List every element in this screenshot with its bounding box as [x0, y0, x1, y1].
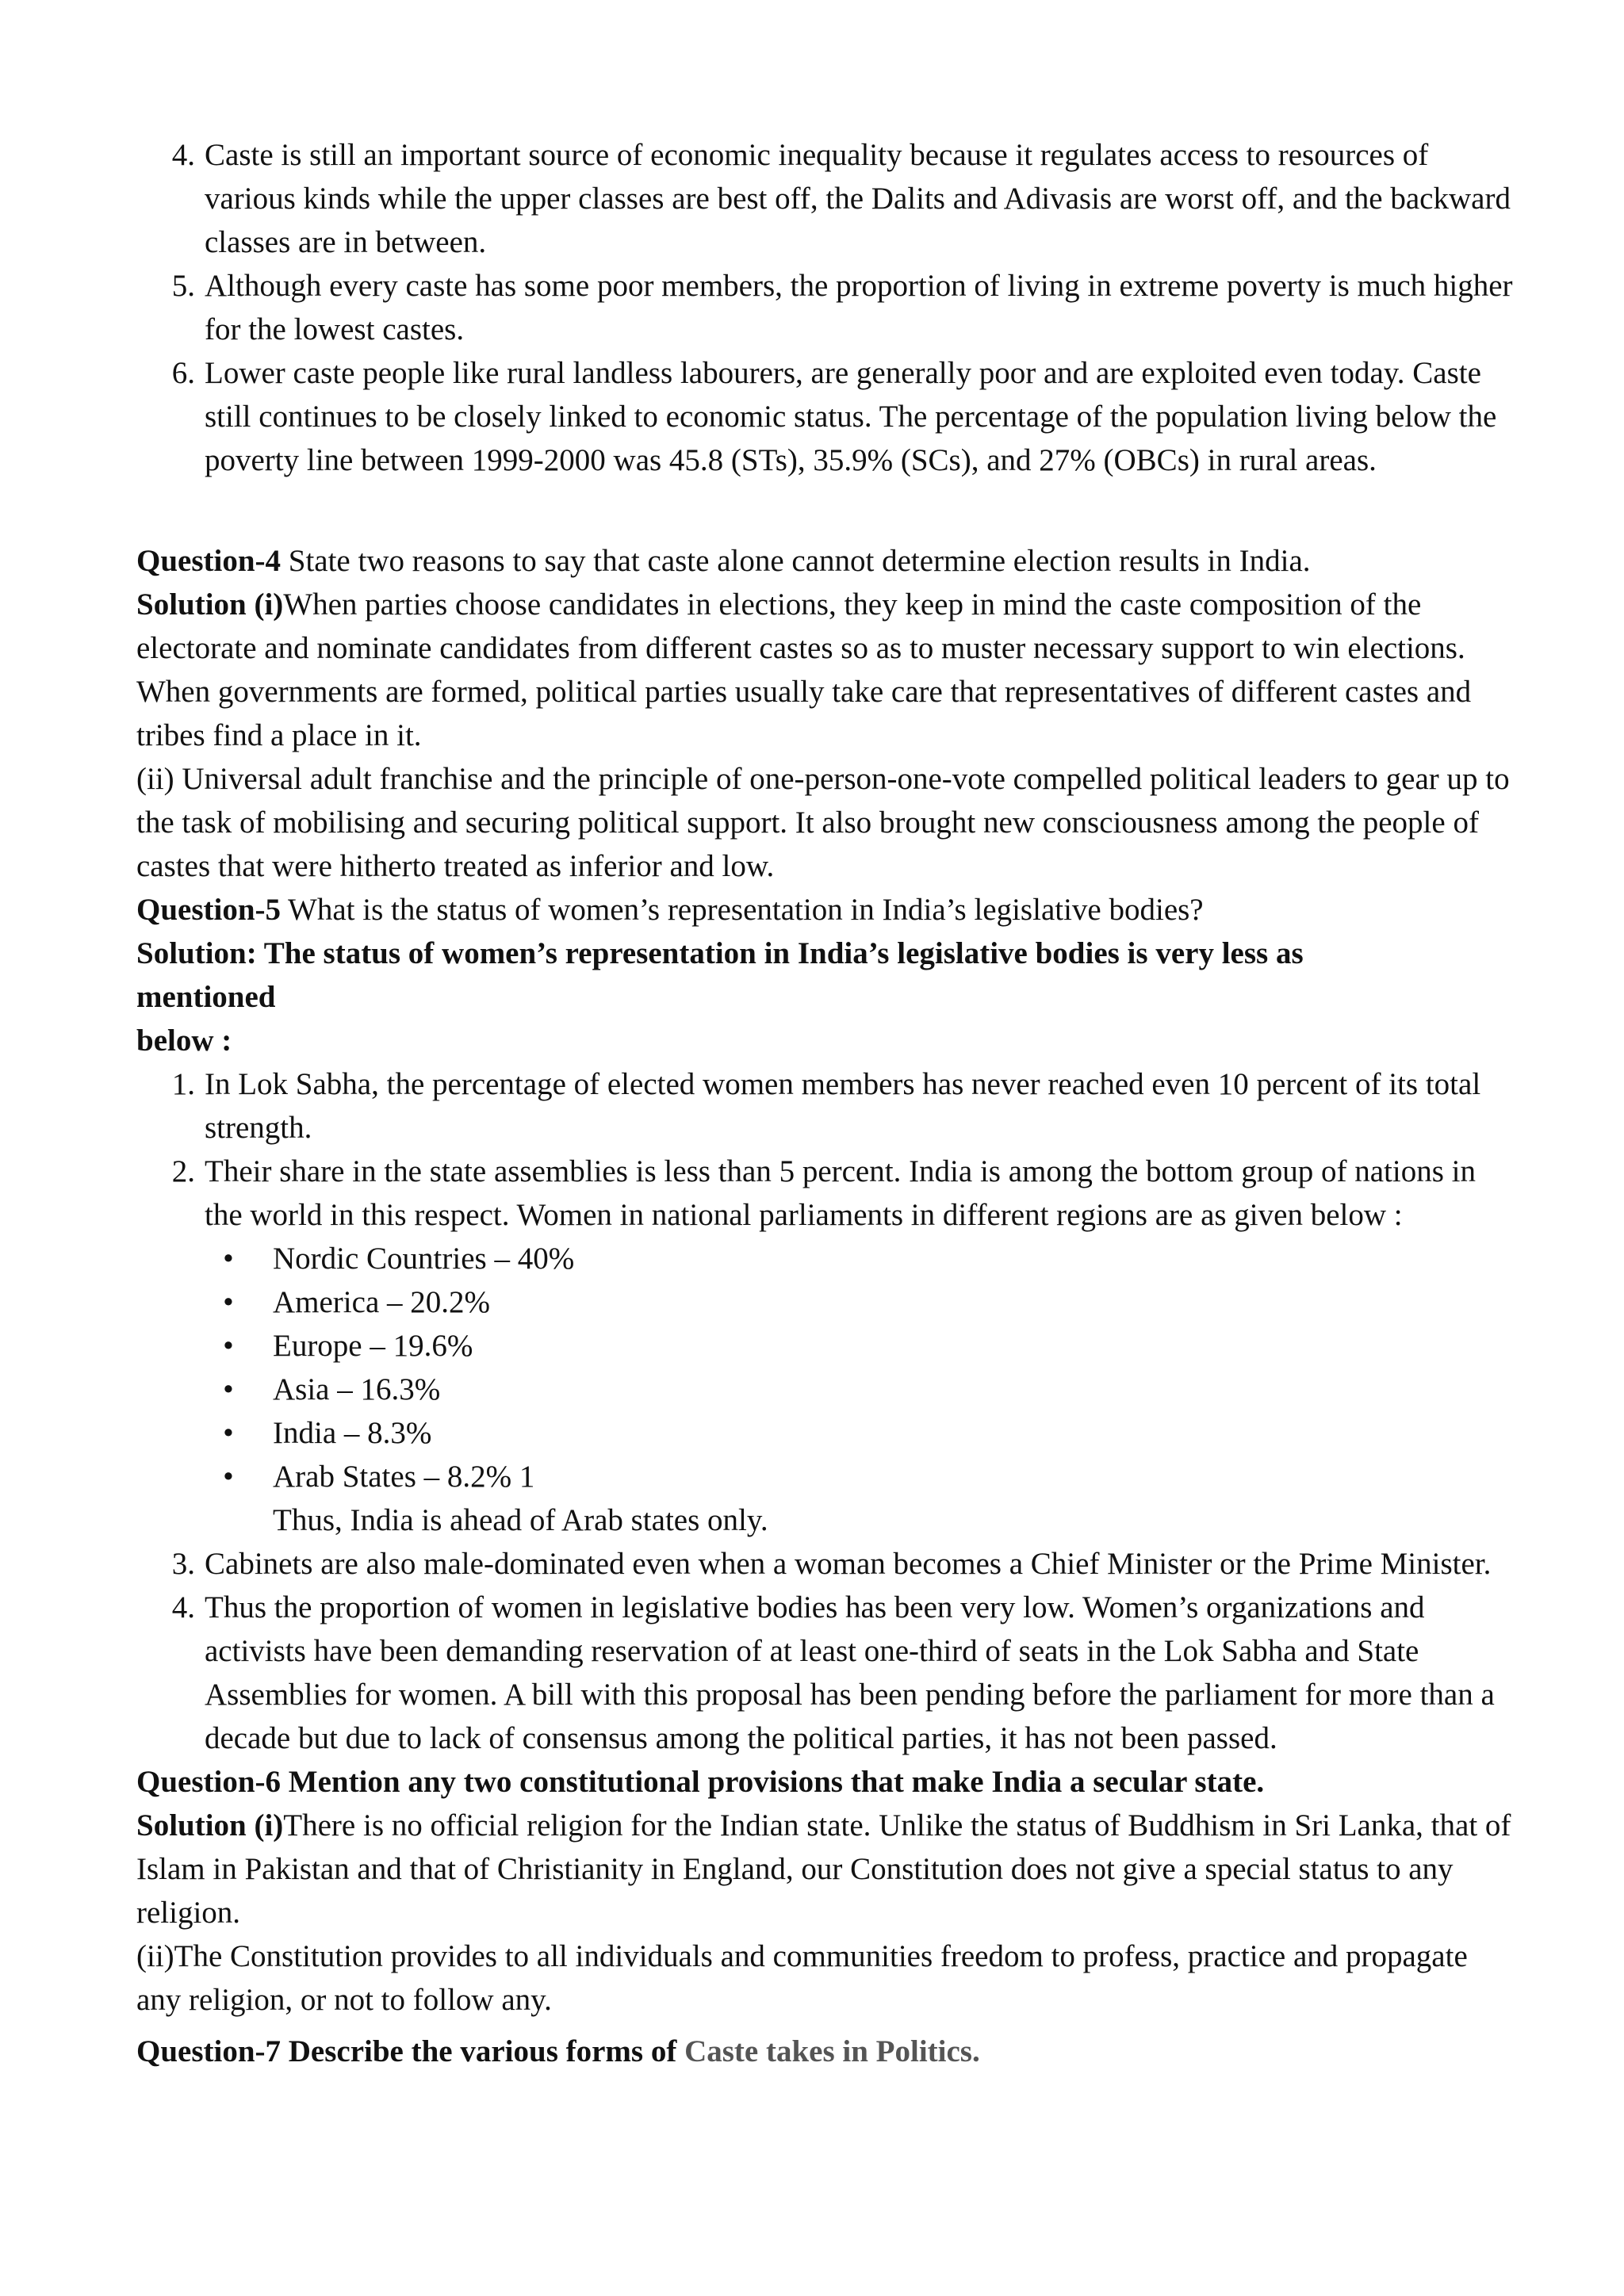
bullet-icon: •	[223, 1329, 234, 1363]
list-item-text: Thus the proportion of women in legislative bodies has been very low. Women’s organizations and activists have been demanding reservation of at least one-third of seats in the Lok Sabha and State Assemblies for women. A bill with this proposal has been pending before the parliament for more than a decade but due to lack of consensus among the political parties, it has not been passed.	[205, 1590, 1495, 1755]
list-item-text: Their share in the state assemblies is less than 5 percent. India is among the bottom group of nations in the world in this respect. Women in national parliaments in different regions are as given below :	[205, 1154, 1476, 1232]
bullet-item: • Europe – 19.6%	[205, 1324, 1516, 1368]
bullet-icon: •	[223, 1242, 234, 1276]
question-4-label: Question-4	[136, 544, 282, 578]
list-number: 4.	[171, 138, 195, 172]
women-representation-list	[136, 1062, 1516, 1760]
question-5-text: What is the status of women’s representation in India’s legislative bodies?	[281, 893, 1204, 927]
list-item	[136, 351, 1516, 482]
bullet-item: • Asia – 16.3%	[205, 1368, 1516, 1411]
question-6-solution-i	[136, 1804, 1516, 1934]
list-number: 2.	[171, 1154, 195, 1188]
solution-text: When parties choose candidates in elections, they keep in mind the caste composition of the electorate and nominate candidates from different castes so as to muster necessary support to win elections. When governments are formed, political parties usually take care that representatives of different castes and tribes find a place in it.	[136, 587, 1472, 752]
list-item	[136, 1542, 1516, 1586]
list-number: 6.	[171, 356, 195, 390]
bullet-item: • India – 8.3%	[205, 1411, 1516, 1455]
bullet-followup: Thus, India is ahead of Arab states only.	[273, 1503, 768, 1537]
bullet-item: • America – 20.2%	[205, 1280, 1516, 1324]
solution-text: There is no official religion for the Indian state. Unlike the status of Buddhism in Sri Lanka, that of Islam in Pakistan and that of Christianity in England, our Constitution does not give a special status to any religion.	[136, 1808, 1511, 1930]
question-4-text: State two reasons to say that caste alone cannot determine election results in India.	[281, 544, 1311, 578]
question-5-solution-heading-cont: mentioned	[136, 980, 276, 1014]
bullet-item: • Arab States – 8.2% 1	[205, 1455, 1516, 1498]
region-bullet-list	[205, 1237, 1516, 1542]
list-item	[136, 1150, 1516, 1542]
list-number: 3.	[171, 1547, 195, 1581]
list-item-text: Lower caste people like rural landless labourers, are generally poor and are exploited even today. Caste still continues to be closely linked to economic status. The percentage of the population living below the poverty line between 1999-2000 was 45.8 (STs), 35.9% (SCs), and 27% (OBCs) in rural areas.	[205, 356, 1497, 477]
question-5-solution-heading-end: below :	[136, 1024, 232, 1058]
question-6: Question-6 Mention any two constitutional provisions that make India a secular state.	[136, 1765, 1265, 1799]
bullet-item: • Nordic Countries – 40%	[205, 1237, 1516, 1280]
list-item-text: In Lok Sabha, the percentage of elected women members has never reached even 10 percent of its total strength.	[205, 1067, 1481, 1145]
list-item	[136, 264, 1516, 351]
list-item	[136, 133, 1516, 264]
list-number: 1.	[171, 1067, 195, 1101]
question-5	[136, 888, 1516, 932]
question-4-section	[136, 539, 1516, 2073]
caste-inequality-list	[136, 133, 1516, 482]
solution-label: Solution (i)	[136, 587, 284, 622]
solution-label: Solution (i)	[136, 1808, 284, 1843]
question-4-solution-i	[136, 583, 1516, 757]
bullet-icon: •	[223, 1372, 234, 1406]
list-item-text: Although every caste has some poor members, the proportion of living in extreme poverty is much higher for the lowest castes.	[205, 269, 1513, 346]
bullet-icon: •	[223, 1416, 234, 1450]
question-4	[136, 539, 1516, 583]
question-5-solution-heading: Solution: The status of women’s representation in India’s legislative bodies is very less as	[136, 936, 1304, 970]
list-item-text: Cabinets are also male-dominated even when a woman becomes a Chief Minister or the Prime Minister.	[205, 1547, 1492, 1581]
question-4-solution-ii: (ii) Universal adult franchise and the principle of one-person-one-vote compelled political leaders to gear up to the task of mobilising and securing political support. It also brought new consciousness among the people of castes that were hitherto treated as inferior and low.	[136, 762, 1510, 883]
list-number: 5.	[171, 269, 195, 303]
list-item	[136, 1586, 1516, 1760]
bullet-icon: •	[223, 1285, 234, 1319]
bullet-icon: •	[223, 1460, 234, 1494]
list-number: 4.	[171, 1590, 195, 1624]
question-6-solution-ii: (ii)The Constitution provides to all individuals and communities freedom to profess, practice and propagate any religion, or not to follow any.	[136, 1939, 1468, 2017]
question-7: Question-7 Describe the various forms of Caste takes in Politics.	[136, 2034, 980, 2068]
list-item-text: Caste is still an important source of economic inequality because it regulates access to resources of various kinds while the upper classes are best off, the Dalits and Adivasis are worst off, and the backward classes are in between.	[205, 138, 1511, 259]
list-item	[136, 1062, 1516, 1150]
question-5-label: Question-5	[136, 893, 282, 927]
